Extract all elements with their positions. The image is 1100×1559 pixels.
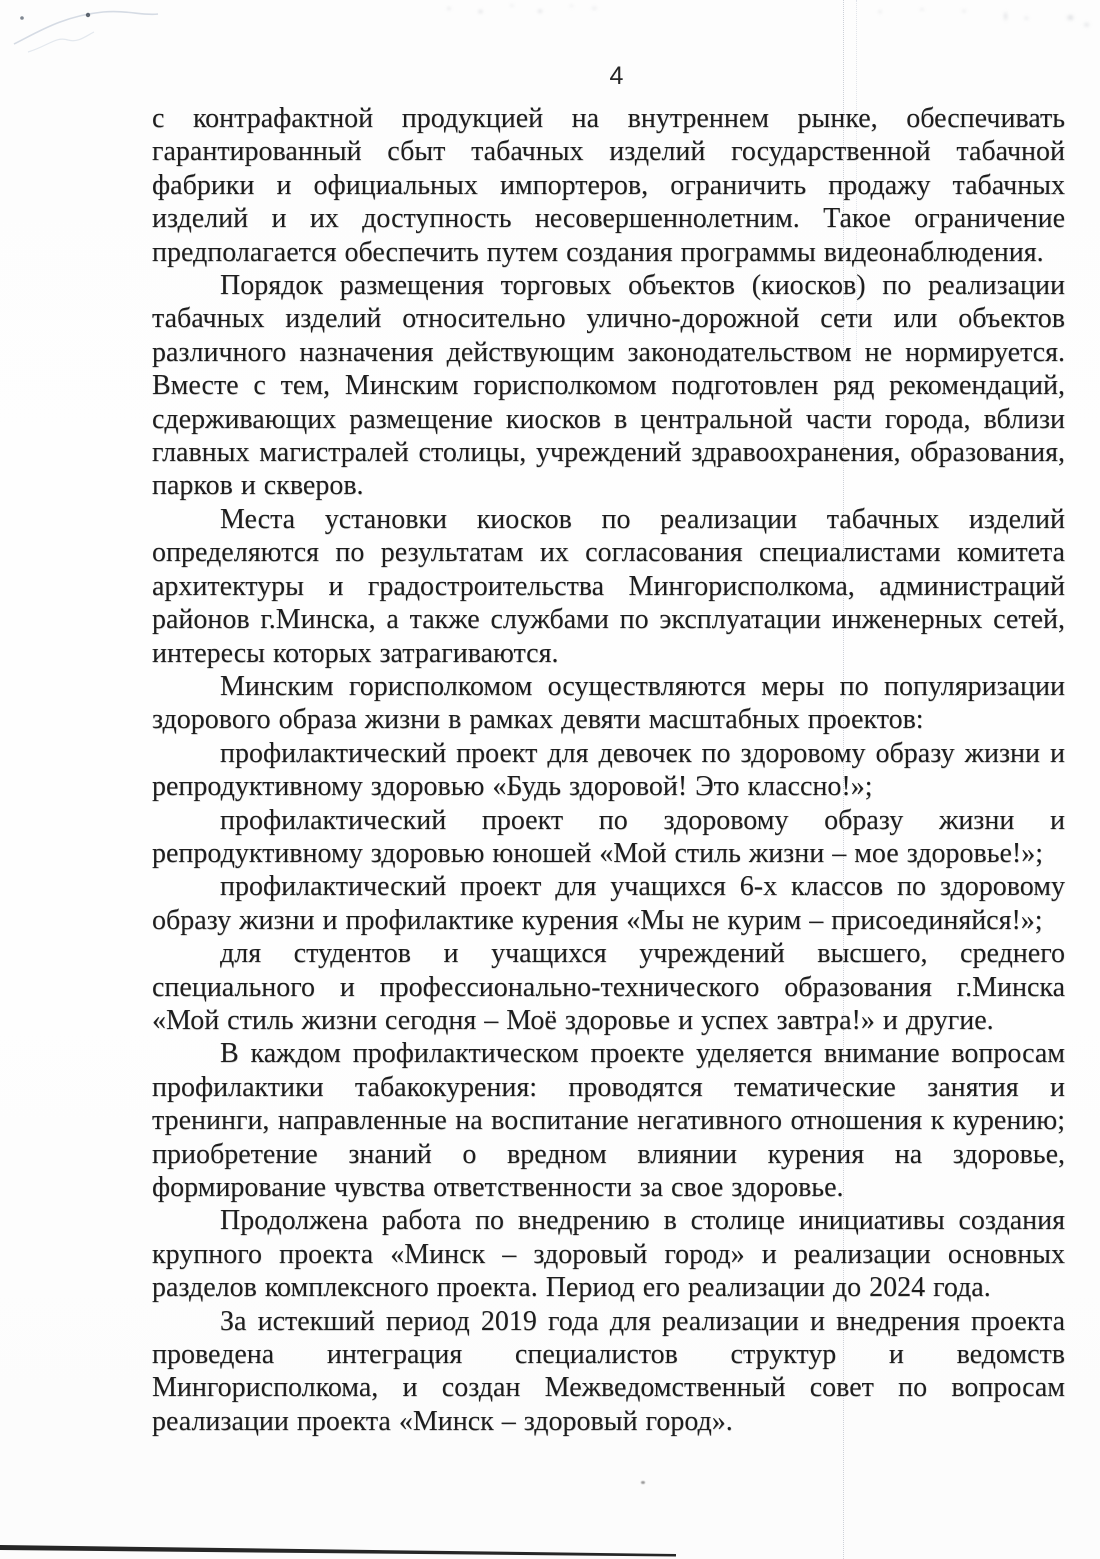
pen-smudge-artifact bbox=[8, 2, 228, 62]
document-body bbox=[152, 102, 1065, 1438]
paragraph: Порядок размещения торговых объектов (киосков) по реализации табачных изделий относительно улично-дорожной сети или объектов различного назначения действующим законодательством не нормируется. Вместе с тем, Минским горисполкомом подготовлен ряд рекомендаций, сдерживающих размещение киосков в центральной части города, вблизи главных магистралей столицы, учреждений здравоохранения, образования, парков и скверов. bbox=[152, 270, 1065, 502]
paragraph: для студентов и учащихся учреждений высшего, среднего специального и профессионально-технического образования г.Минска «Мой стиль жизни сегодня – Моё здоровье и успех завтра!» и другие. bbox=[152, 938, 1065, 1036]
scan-edge-line bbox=[0, 1544, 690, 1559]
scan-speck bbox=[641, 1481, 645, 1484]
paragraph: Продолжена работа по внедрению в столице инициативы создания крупного проекта «Минск – здоровый город» и реализации основных разделов комплексного проекта. Период его реализации до 2024 года. bbox=[152, 1205, 1065, 1304]
paragraph: В каждом профилактическом проекте уделяется внимание вопросам профилактики табакокурения: проводятся тематические занятия и тренинги, направленные на воспитание негативного отношения к курению; приобретение знаний о вредном влиянии курения на здоровье, формирование чувства ответственности за свое здоровье. bbox=[152, 1038, 1065, 1203]
paragraph: Места установки киосков по реализации табачных изделий определяются по результатам их согласования специалистами комитета архитектуры и градостроительства Мингорисполкома, администраций районов г.Минска, а также службами по эксплуатации инженерных сетей, интересы которых затрагиваются. bbox=[152, 503, 1065, 669]
bleedthrough-smudge bbox=[862, 2, 982, 21]
paragraph: профилактический проект для учащихся 6-х классов по здоровому образу жизни и профилактике курения «Мы не курим – присоединяйся!»; bbox=[152, 871, 1065, 936]
paragraph: Минским горисполкомом осуществляются меры по популяризации здорового образа жизни в рамках девяти масштабных проектов: bbox=[152, 670, 1065, 736]
paragraph: с контрафактной продукцией на внутреннем рынке, обеспечивать гарантированный сбыт табачных изделий государственной табачной фабрики и официальных импортеров, ограничить продажу табачных изделий и их доступность несовершеннолетним. Такое ограничение предполагается обеспечить путем создания программы видеонаблюдения. bbox=[152, 103, 1065, 268]
bleedthrough-smudge bbox=[1052, 4, 1099, 35]
bleedthrough-smudge bbox=[990, 3, 1042, 28]
bleedthrough-smudge bbox=[428, 0, 603, 20]
paragraph: За истекший период 2019 года для реализации и внедрения проекта проведена интеграция специалистов структур и ведомств Мингорисполкома, и создан Межведомственный совет по вопросам реализации проекта «Минск – здоровый город». bbox=[152, 1305, 1065, 1437]
paragraph: профилактический проект для девочек по здоровому образу жизни и репродуктивному здоровью «Будь здоровой! Это классно!»; bbox=[152, 737, 1065, 803]
paragraph: профилактический проект по здоровому образу жизни и репродуктивному здоровью юношей «Мой стиль жизни – мое здоровье!»; bbox=[152, 804, 1065, 869]
page-number: 4 bbox=[609, 62, 624, 90]
